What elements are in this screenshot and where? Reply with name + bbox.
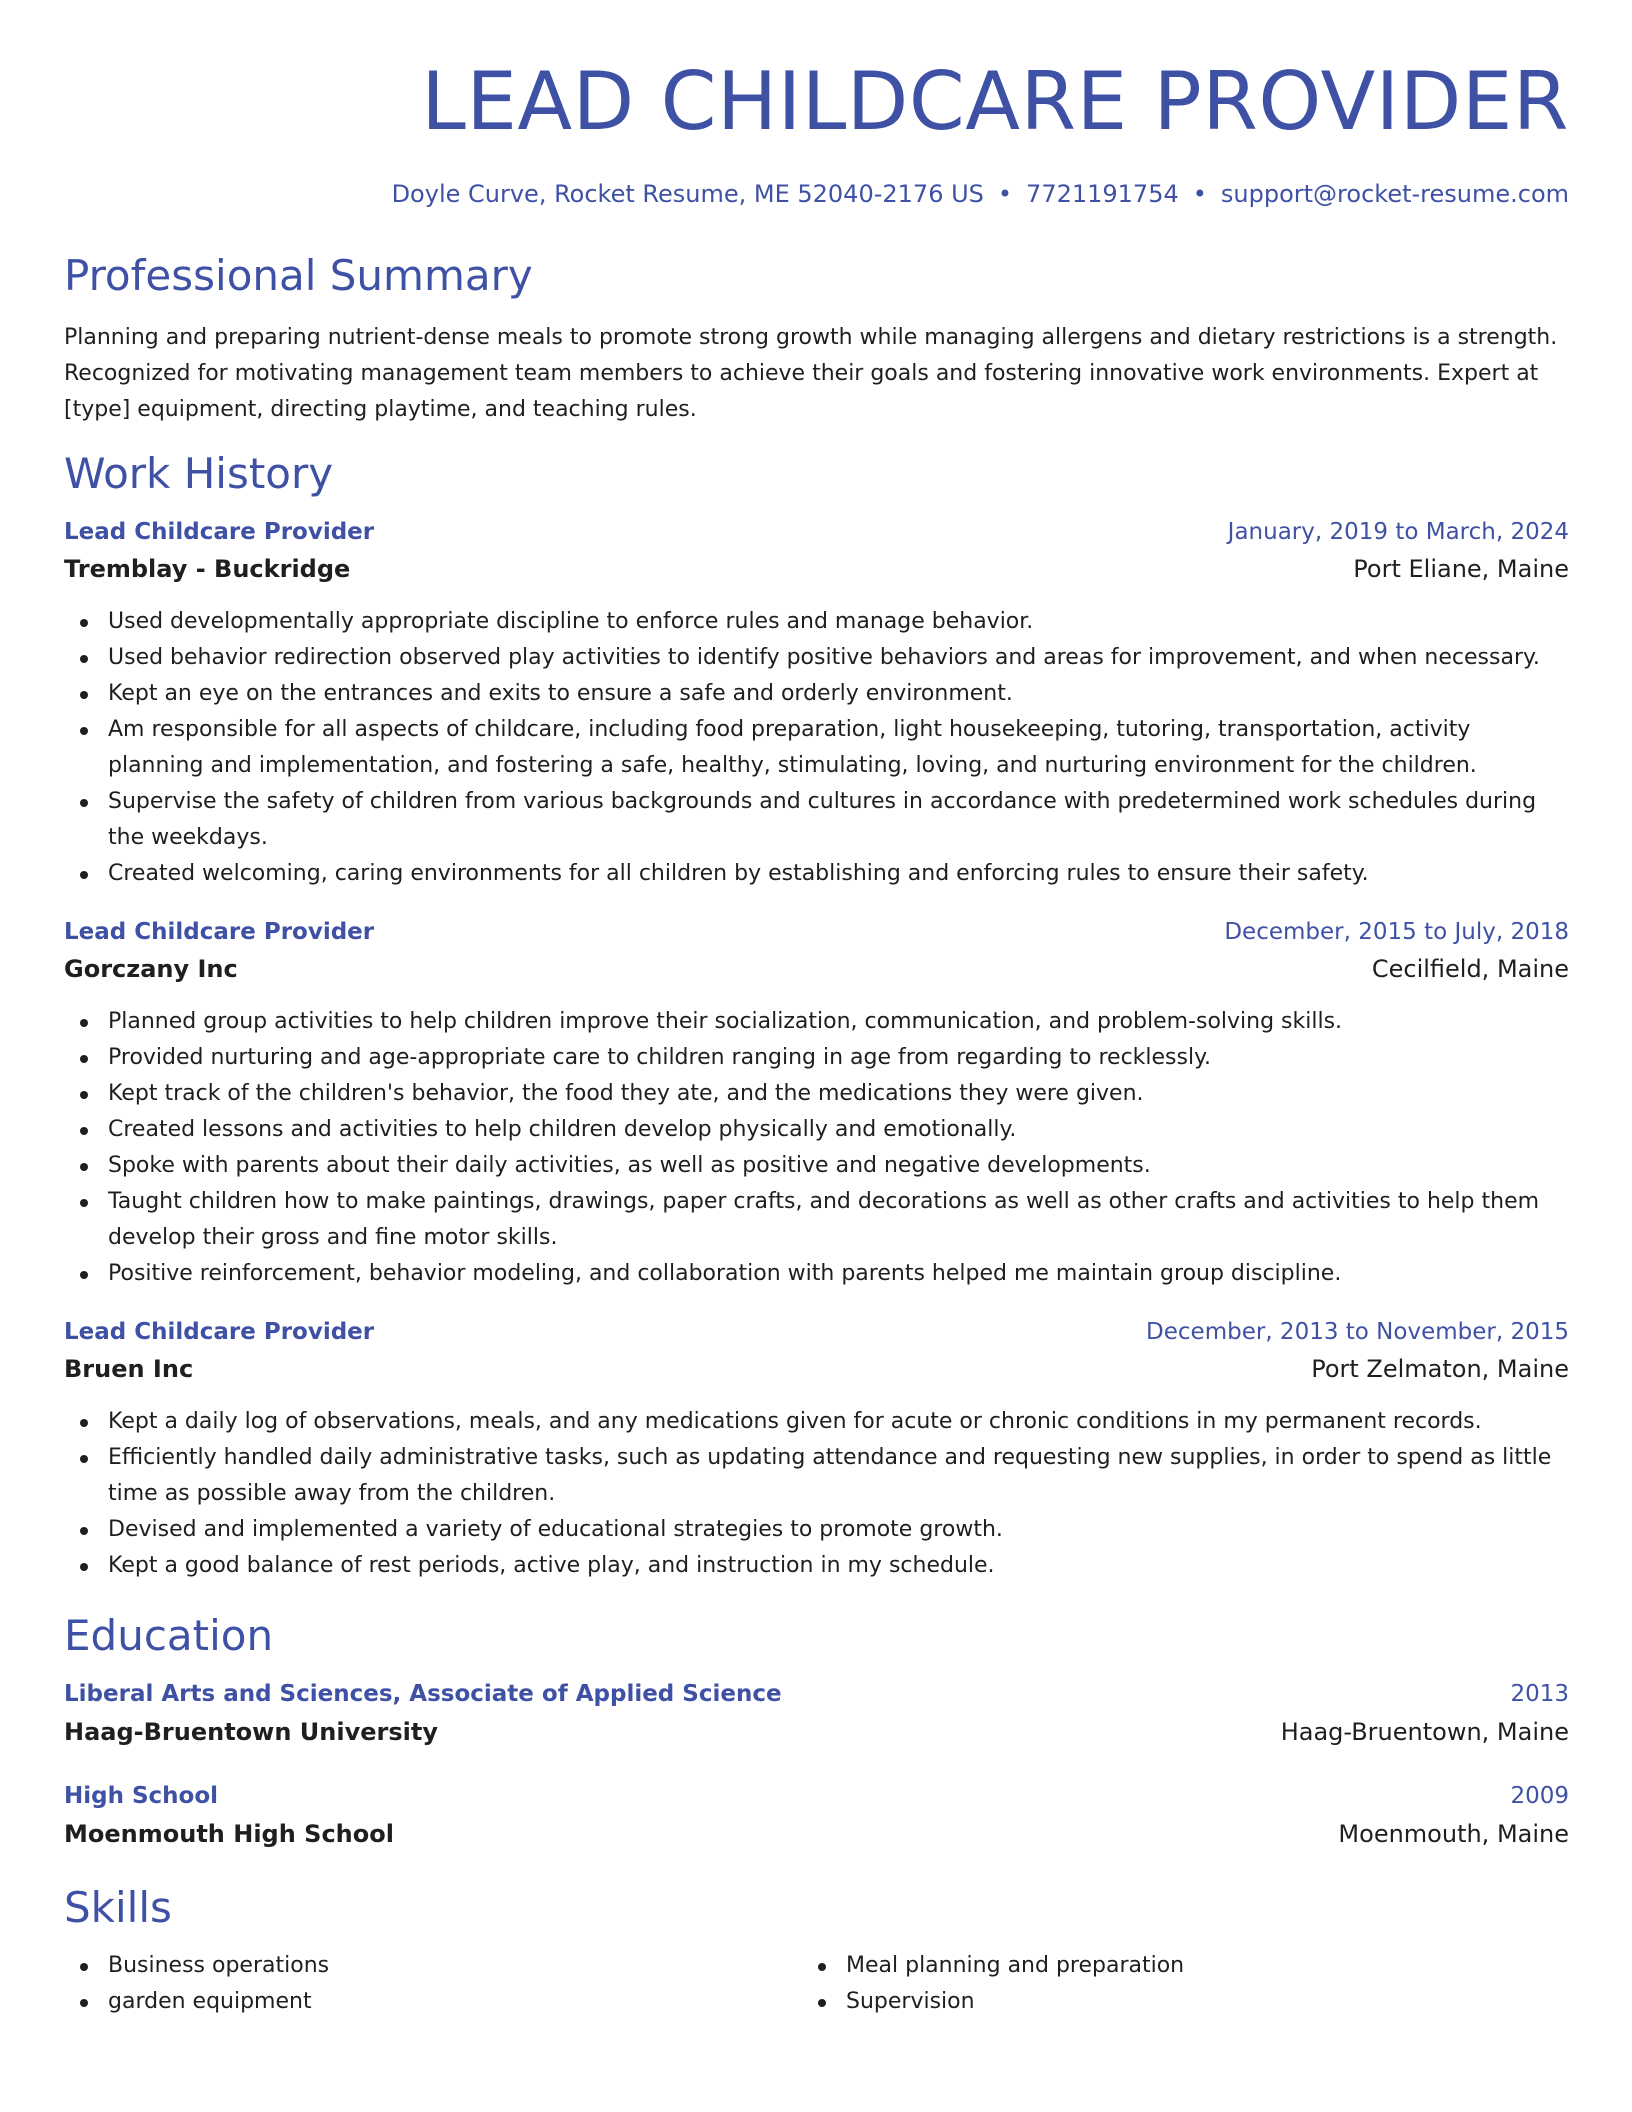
job-dates: December, 2013 to November, 2015 [1146, 1319, 1569, 1345]
education-entry [64, 1676, 1569, 1752]
school-name: Moenmouth High School [64, 1820, 394, 1848]
job-entry [64, 914, 1569, 1292]
school-row [64, 1814, 1569, 1854]
school-location: Haag-Bruentown, Maine [1280, 1718, 1569, 1746]
degree-name: High School [64, 1783, 219, 1809]
job-bullet-list [64, 1404, 1569, 1584]
list-item: Taught children how to make paintings, drawings, paper crafts, and decorations as well as other crafts and activities to help them develop their gross and fine motor skills. [64, 1184, 1569, 1256]
skill-item: Meal planning and preparation [802, 1948, 1540, 1984]
separator-dot: • [997, 180, 1013, 208]
work-history-heading: Work History [64, 449, 334, 498]
list-item: Positive reinforcement, behavior modeling, and collaboration with parents helped me maintain group discipline. [64, 1256, 1569, 1292]
job-entry [64, 514, 1569, 892]
list-item: Used developmentally appropriate discipline to enforce rules and manage behavior. [64, 604, 1569, 640]
job-title-row [64, 914, 1569, 950]
list-item: Planned group activities to help children improve their socialization, communication, and problem-solving skills. [64, 1004, 1569, 1040]
company-name: Bruen Inc [64, 1355, 194, 1383]
job-dates: December, 2015 to July, 2018 [1224, 919, 1569, 945]
list-item: Kept an eye on the entrances and exits to ensure a safe and orderly environment. [64, 676, 1569, 712]
company-row [64, 950, 1569, 988]
email-link[interactable]: support@rocket-resume.com [1220, 180, 1569, 208]
summary-heading: Professional Summary [64, 251, 533, 300]
education-entry [64, 1778, 1569, 1854]
school-location: Moenmouth, Maine [1338, 1820, 1569, 1848]
phone-text: 7721191754 [1026, 180, 1179, 208]
list-item: Kept a daily log of observations, meals, and any medications given for acute or chronic conditions in my permanent records. [64, 1404, 1569, 1440]
skills-column-left [64, 1948, 802, 2020]
company-name: Gorczany Inc [64, 955, 238, 983]
job-title: Lead Childcare Provider [64, 519, 375, 545]
list-item: Used behavior redirection observed play activities to identify positive behaviors and areas for improvement, and when necessary. [64, 640, 1569, 676]
degree-name: Liberal Arts and Sciences, Associate of Applied Science [64, 1681, 782, 1707]
separator-dot: • [1192, 180, 1207, 208]
list-item: Spoke with parents about their daily activities, as well as positive and negative developments. [64, 1148, 1569, 1184]
list-item: Am responsible for all aspects of childcare, including food preparation, light housekeeping, tutoring, transportation, activity planning and implementation, and fostering a safe, healthy, stimulating, loving, and nurturing environment for the children. [64, 712, 1569, 784]
graduation-year: 2009 [1510, 1783, 1569, 1809]
skills-column-right [802, 1948, 1540, 2020]
job-bullet-list [64, 604, 1569, 892]
company-name: Tremblay - Buckridge [64, 555, 351, 583]
job-entry [64, 1314, 1569, 1584]
job-title-row [64, 514, 1569, 550]
skill-item: Business operations [64, 1948, 802, 1984]
job-bullet-list [64, 1004, 1569, 1292]
skills-bullet-list [802, 1948, 1540, 2020]
list-item: Created lessons and activities to help children develop physically and emotionally. [64, 1112, 1569, 1148]
resume-header [64, 0, 1569, 210]
job-title-row [64, 1314, 1569, 1350]
skills-bullet-list [64, 1948, 802, 2020]
education-heading: Education [64, 1611, 274, 1660]
list-item: Efficiently handled daily administrative tasks, such as updating attendance and requesting new supplies, in order to spend as little time as possible away from the children. [64, 1440, 1569, 1512]
job-location: Port Zelmaton, Maine [1311, 1355, 1569, 1383]
candidate-title: LEAD CHILDCARE PROVIDER [421, 55, 1569, 148]
skills-heading: Skills [64, 1883, 172, 1932]
company-row [64, 550, 1569, 588]
job-location: Port Eliane, Maine [1353, 555, 1569, 583]
degree-row [64, 1676, 1569, 1712]
list-item: Devised and implemented a variety of educational strategies to promote growth. [64, 1512, 1569, 1548]
graduation-year: 2013 [1510, 1681, 1569, 1707]
job-title: Lead Childcare Provider [64, 1319, 375, 1345]
skills-list [64, 1948, 1569, 2020]
contact-line [64, 178, 1569, 210]
skill-item: garden equipment [64, 1984, 802, 2020]
list-item: Created welcoming, caring environments for all children by establishing and enforcing rules to ensure their safety. [64, 856, 1569, 892]
school-row [64, 1712, 1569, 1752]
summary-text: Planning and preparing nutrient-dense meals to promote strong growth while managing allergens and dietary restrictions is a strength. Recognized for motivating management team members to achieve their goals and fostering innovative work environments. Expert at [type] equipment, directing playtime, and teaching rules. [64, 325, 1558, 422]
job-dates: January, 2019 to March, 2024 [1227, 519, 1569, 545]
list-item: Kept track of the children's behavior, the food they ate, and the medications they were given. [64, 1076, 1569, 1112]
address-text: Doyle Curve, Rocket Resume, ME 52040-2176 US [391, 180, 984, 208]
job-location: Cecilfield, Maine [1371, 955, 1569, 983]
list-item: Kept a good balance of rest periods, active play, and instruction in my schedule. [64, 1548, 1569, 1584]
list-item: Supervise the safety of children from various backgrounds and cultures in accordance with predetermined work schedules during the weekdays. [64, 784, 1569, 856]
skill-item: Supervision [802, 1984, 1540, 2020]
degree-row [64, 1778, 1569, 1814]
list-item: Provided nurturing and age-appropriate care to children ranging in age from regarding to recklessly. [64, 1040, 1569, 1076]
school-name: Haag-Bruentown University [64, 1718, 438, 1746]
company-row [64, 1350, 1569, 1388]
job-title: Lead Childcare Provider [64, 919, 375, 945]
